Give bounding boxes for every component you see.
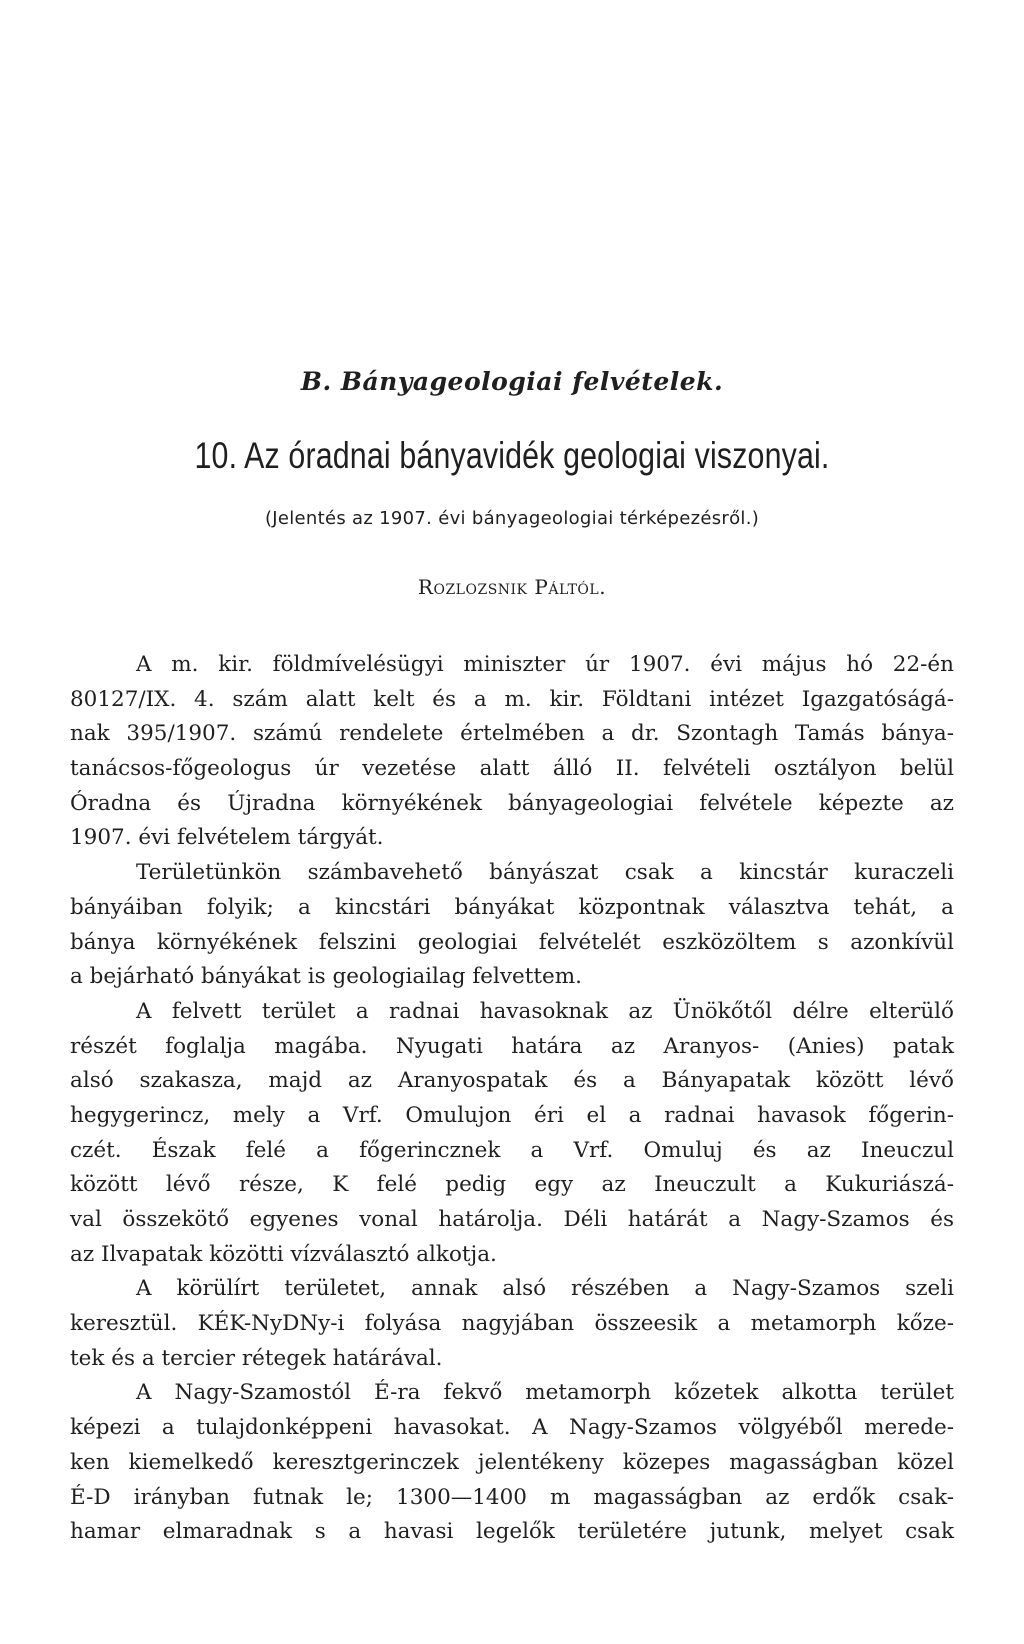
text-line: 80127/IX. 4. szám alatt kelt és a m. kir. Földtani intézet Igazgatóságá- (70, 686, 954, 712)
text-line: nak 395/1907. számú rendelete értelmében a dr. Szontagh Tamás bánya- (70, 721, 954, 747)
text-line: A felvett terület a radnai havasoknak az Ünökőtől délre elterülő (136, 998, 954, 1024)
text-line: bánya környékének felszini geologiai felvételét eszközöltem s azonkívül (70, 929, 954, 955)
section-heading: B. Bányageologiai felvételek. (300, 367, 724, 396)
text-line: Területünkön számbavehető bányászat csak a kincstár kuraczeli (136, 860, 954, 886)
text-line: között lévő része, K felé pedig egy az Ineuczult a Kukuriászá- (70, 1172, 954, 1198)
text-line: Óradna és Újradna környékének bányageologiai felvétele képezte az (70, 790, 954, 816)
body-text (70, 648, 954, 1550)
text-line: tek és a tercier rétegek határával. (70, 1345, 443, 1371)
text-line: 1907. évi felvételem tárgyát. (70, 825, 384, 851)
text-line: hamar elmaradnak s a havasi legelők területére jutunk, melyet csak (70, 1519, 954, 1545)
subtitle: (Jelentés az 1907. évi bányageologiai térképezésről.) (264, 508, 760, 529)
text-line: részét foglalja magába. Nyugati határa az Aranyos- (Anies) patak (70, 1033, 954, 1059)
chapter-title: 10. Az óradnai bányavidék geologiai viszonyai. (194, 435, 830, 476)
text-line: A Nagy-Szamostól É-ra fekvő metamorph kőzetek alkotta terület (136, 1380, 954, 1406)
text-line: val összekötő egyenes vonal határolja. Déli határát a Nagy-Szamos és (70, 1207, 954, 1232)
text-line: tanácsos-főgeologus úr vezetése alatt álló II. felvételi osztályon belül (70, 756, 954, 782)
text-line: bányáiban folyik; a kincstári bányákat központnak választva tehát, a (70, 894, 954, 920)
text-line: az Ilvapatak közötti vízválasztó alkotja. (70, 1241, 497, 1267)
text-line: a bejárható bányákat is geologiailag felvettem. (70, 964, 582, 990)
text-line: alsó szakasza, majd az Aranyospatak és a Bányapatak között lévő (70, 1068, 954, 1094)
text-line: É-D irányban futnak le; 1300—1400 m magasságban az erdők csak- (70, 1484, 954, 1510)
text-line: ken kiemelkedő keresztgerinczek jelentékeny közepes magasságban közel (70, 1449, 954, 1475)
text-line: A körülírt területet, annak alsó részében a Nagy-Szamos szeli (136, 1276, 954, 1302)
text-line: keresztül. KÉK-NyDNy-i folyása nagyjában összeesik a metamorph kőze- (70, 1311, 954, 1337)
text-line: képezi a tulajdonképpeni havasokat. A Nagy-Szamos völgyéből merede- (70, 1415, 954, 1441)
document-page (70, 0, 954, 1644)
text-line: czét. Észak felé a főgerincznek a Vrf. Omuluj és az Ineuczul (70, 1137, 954, 1163)
author-line: Rozlozsnik Páltól. (417, 575, 607, 599)
text-line: A m. kir. földmívelésügyi miniszter úr 1907. évi május hó 22-én (136, 652, 954, 677)
text-line: hegygerincz, mely a Vrf. Omulujon éri el a radnai havasok főgerin- (70, 1102, 954, 1128)
